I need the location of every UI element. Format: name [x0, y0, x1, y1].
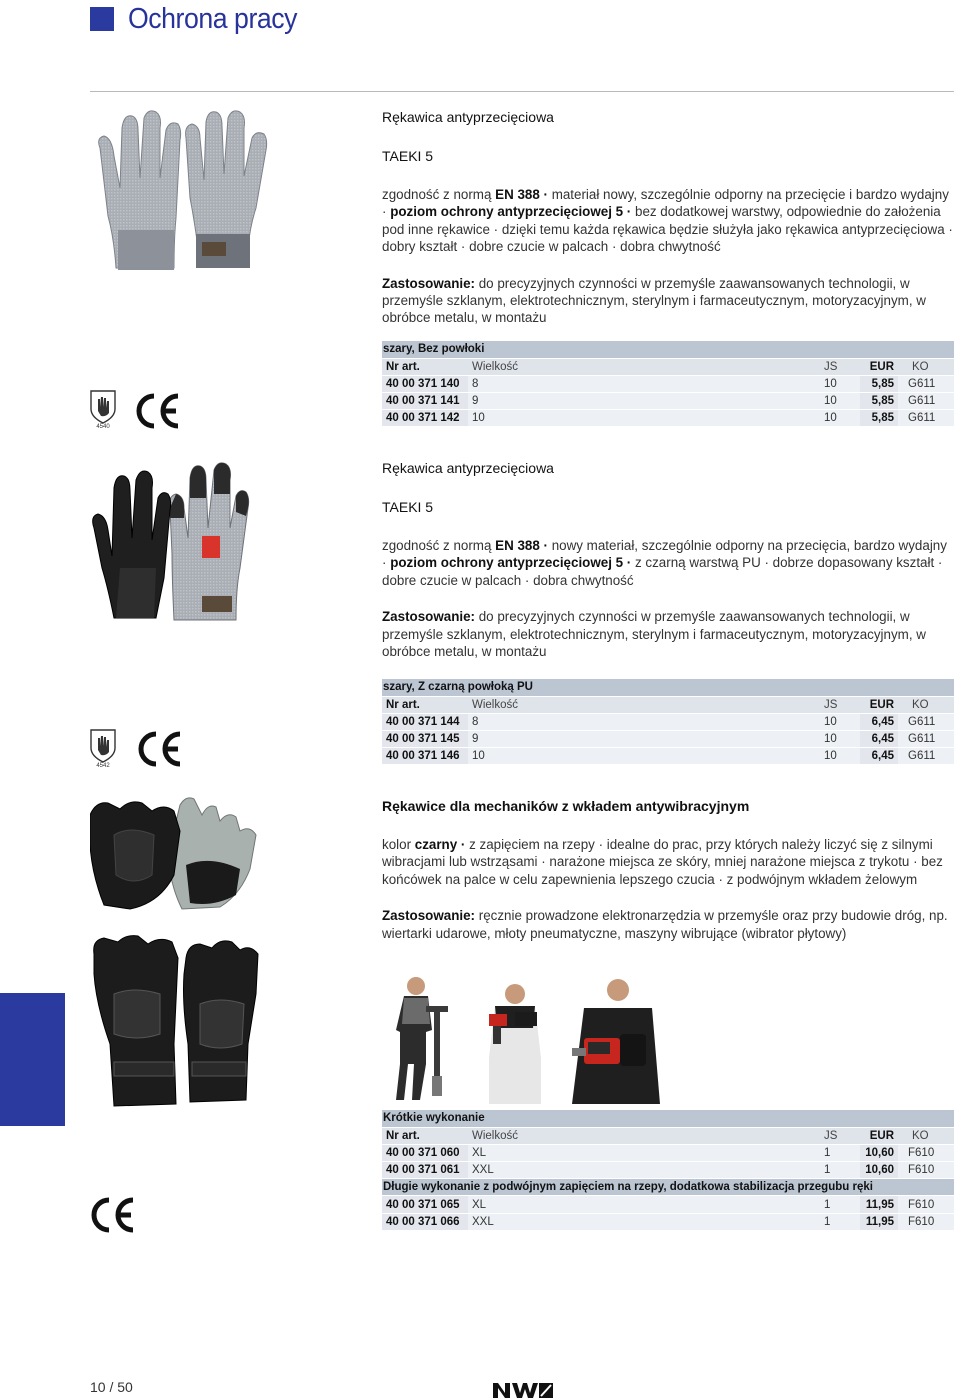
col-header-eur: EUR [860, 696, 898, 713]
cell-price: 10,60 [860, 1144, 898, 1161]
long-mechanic-gloves-image [90, 934, 260, 1110]
product-section-2 [382, 459, 954, 660]
page-number: 10 / 50 [90, 1379, 133, 1395]
cell-art: 40 00 371 146 [382, 748, 468, 765]
cell-size: 8 [468, 375, 820, 392]
col-header-eur: EUR [860, 358, 898, 375]
cell-size: XL [468, 1196, 820, 1213]
product-description: kolor czarny · z zapięciem na rzepy · idealne do prac, przy których należy liczyć się z silnymi wibracjami lub wstrząsami · narażone miejsca ze skóry, mniej narażone miejsca z trykotu · bez końcówek na palce w celu zapewnienia lepszego czucia · z podwójnym wkładem żelowym [382, 837, 943, 887]
cell-art: 40 00 371 065 [382, 1196, 468, 1213]
cell-price: 5,85 [860, 375, 898, 392]
product-application: Zastosowanie: ręcznie prowadzone elektronarzędzia w przemyśle oraz przy budowie dróg, np. wiertarki udarowe, młoty pneumatyczne, maszyny wibrujące (wibrator płytowy) [382, 908, 948, 941]
product-section-1 [382, 108, 954, 327]
ce-mark-icon [88, 1197, 136, 1233]
cell-size: XL [468, 1144, 820, 1161]
cell-price: 11,95 [860, 1213, 898, 1230]
col-header-size: Wielkość [468, 358, 820, 375]
cell-js: 1 [820, 1144, 860, 1161]
worker-drill-closeup-photo [566, 968, 660, 1104]
short-mechanic-gloves-image [90, 795, 260, 915]
cell-ko: G611 [898, 393, 954, 410]
col-header-art: Nr art. [382, 1127, 468, 1144]
table-group-label: Krótkie wykonanie [382, 1110, 954, 1127]
cell-price: 10,60 [860, 1162, 898, 1179]
cell-ko: F610 [898, 1162, 954, 1179]
hand-protection-pictogram-icon [88, 728, 118, 768]
cell-size: 9 [468, 731, 820, 748]
cell-price: 5,85 [860, 410, 898, 427]
side-tab-marker [0, 993, 65, 1126]
cell-ko: G611 [898, 731, 954, 748]
cell-size: 9 [468, 393, 820, 410]
cert-code-1: 4540 [96, 424, 110, 429]
cell-js: 1 [820, 1196, 860, 1213]
hand-protection-pictogram-icon [88, 389, 118, 429]
table-group-label: szary, Z czarną powłoką PU [382, 679, 954, 696]
ce-mark-icon [133, 393, 181, 429]
cell-js: 10 [820, 713, 860, 730]
cell-size: XXL [468, 1162, 820, 1179]
col-header-art: Nr art. [382, 358, 468, 375]
cell-art: 40 00 371 144 [382, 713, 468, 730]
product-description: zgodność z normą EN 388 · nowy materiał, szczególnie odporny na przecięcia, bardzo wydajny · poziom ochrony antyprzecięciowej 5 · z czarną warstwą PU · dobrze dopasowany kształt · dobre czucie w palcach · dobra chwytność [382, 538, 947, 588]
cell-ko: G611 [898, 713, 954, 730]
grey-cut-resistant-gloves-image [90, 108, 280, 273]
cell-size: 10 [468, 410, 820, 427]
product-description: zgodność z normą EN 388 · materiał nowy, szczególnie odporny na przecięcie i bardzo wydajny · poziom ochrony antyprzecięciowej 5 · bez dodatkowej warstwy, odpowiednie do założenia pod inne rękawice · dzięki temu każda rękawica będzie służyła jako rękawica antyprzecięciowa · dobry kształt · dobre czucie w palcach · dobra chwytność [382, 187, 953, 255]
table-row [382, 731, 954, 748]
cert-code-2: 4542 [96, 763, 110, 768]
worker-jackhammer-photo [382, 968, 470, 1104]
cell-size: 8 [468, 713, 820, 730]
cell-art: 40 00 371 145 [382, 731, 468, 748]
col-header-eur: EUR [860, 1127, 898, 1144]
cell-art: 40 00 371 141 [382, 393, 468, 410]
table-group-label: szary, Bez powłoki [382, 341, 954, 358]
table-row [382, 375, 954, 392]
cell-js: 1 [820, 1213, 860, 1230]
cell-price: 6,45 [860, 713, 898, 730]
cell-art: 40 00 371 061 [382, 1162, 468, 1179]
cell-js: 10 [820, 731, 860, 748]
cell-ko: F610 [898, 1144, 954, 1161]
col-header-js: JS [820, 696, 860, 713]
cell-ko: F610 [898, 1196, 954, 1213]
product-title: Rękawice dla mechaników z wkładem antywibracyjnym [382, 798, 750, 814]
cell-price: 6,45 [860, 748, 898, 765]
product-application: Zastosowanie: do precyzyjnych czynności w przemyśle zaawansowanych technologii, w przemyśle szklanym, elektrotechnicznym, sterylnym i farmaceutycznym, motoryzacyjnym, w obróbce metalu, w montażu [382, 609, 926, 660]
top-divider [90, 91, 954, 92]
cell-art: 40 00 371 066 [382, 1213, 468, 1230]
cell-ko: G611 [898, 375, 954, 392]
product-table-2 [382, 679, 954, 765]
ce-mark-icon [135, 731, 183, 767]
cell-js: 10 [820, 393, 860, 410]
cell-art: 40 00 371 142 [382, 410, 468, 427]
worker-drill-photo [475, 968, 555, 1104]
product-table-3 [382, 1110, 954, 1231]
cell-price: 5,85 [860, 393, 898, 410]
table-group-label: Długie wykonanie z podwójnym zapięciem na rzepy, dodatkowa stabilizacja przegubu ręki [382, 1179, 954, 1196]
cell-js: 10 [820, 748, 860, 765]
product-table-1 [382, 341, 954, 427]
cell-js: 1 [820, 1162, 860, 1179]
table-row [382, 393, 954, 410]
cell-price: 11,95 [860, 1196, 898, 1213]
cell-art: 40 00 371 060 [382, 1144, 468, 1161]
col-header-ko: KO [898, 696, 954, 713]
col-header-js: JS [820, 1127, 860, 1144]
table-row [382, 1196, 954, 1213]
page-title: Ochrona pracy [128, 2, 298, 35]
product-section-3 [382, 797, 954, 942]
header-square-icon [90, 7, 114, 31]
table-row [382, 748, 954, 765]
cell-ko: G611 [898, 410, 954, 427]
col-header-art: Nr art. [382, 696, 468, 713]
product-title: Rękawica antyprzecięciowa [382, 109, 554, 125]
cell-art: 40 00 371 140 [382, 375, 468, 392]
table-row [382, 410, 954, 427]
product-model: TAEKI 5 [382, 148, 434, 164]
cell-price: 6,45 [860, 731, 898, 748]
cell-ko: F610 [898, 1213, 954, 1230]
product-application: Zastosowanie: do precyzyjnych czynności w przemyśle zaawansowanych technologii, w przemyśle szklanym, elektrotechnicznym, sterylnym i farmaceutycznym, motoryzacyjnym, w obróbce metalu, w montażu [382, 275, 926, 326]
page-header [90, 2, 312, 36]
brand-logo-icon [491, 1381, 555, 1399]
cell-ko: G611 [898, 748, 954, 765]
product-title: Rękawica antyprzecięciowa [382, 460, 554, 476]
col-header-ko: KO [898, 1127, 954, 1144]
table-row [382, 1144, 954, 1161]
cell-size: XXL [468, 1213, 820, 1230]
col-header-js: JS [820, 358, 860, 375]
col-header-ko: KO [898, 358, 954, 375]
col-header-size: Wielkość [468, 1127, 820, 1144]
product-model: TAEKI 5 [382, 499, 434, 515]
cell-js: 10 [820, 375, 860, 392]
col-header-size: Wielkość [468, 696, 820, 713]
table-row [382, 1162, 954, 1179]
table-row [382, 1213, 954, 1230]
black-coated-cut-resistant-gloves-image [90, 458, 250, 623]
cell-size: 10 [468, 748, 820, 765]
table-row [382, 713, 954, 730]
cell-js: 10 [820, 410, 860, 427]
